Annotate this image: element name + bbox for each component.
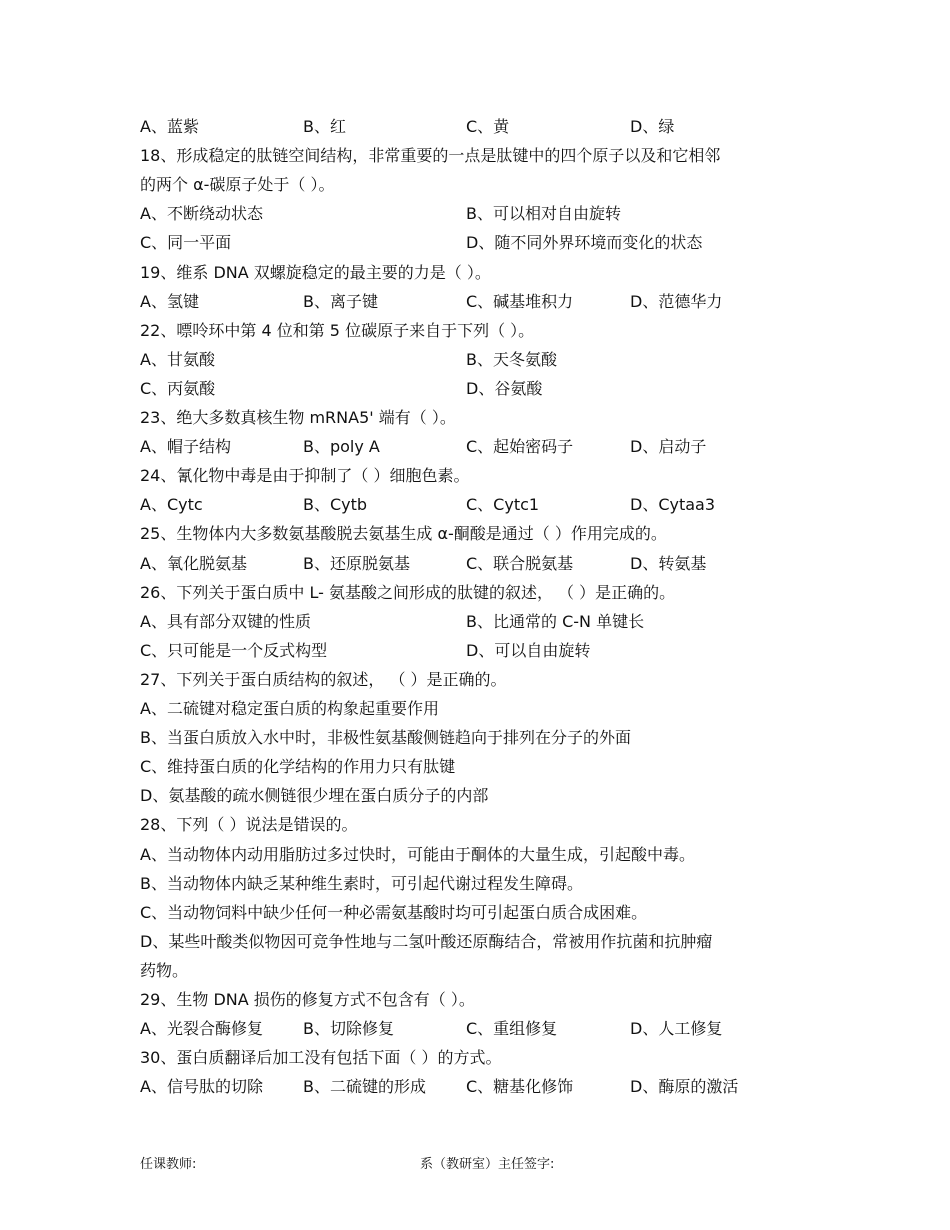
question-text: B、当蛋白质放入水中时，非极性氨基酸侧链趋向于排列在分子的外面 xyxy=(140,728,631,747)
question-text: D、某些叶酸类似物因可竞争性地与二氢叶酸还原酶结合，常被用作抗菌和抗肿瘤 xyxy=(140,932,713,951)
option-c: C、Cytc1 xyxy=(466,495,540,514)
option-b: D、谷氨酸 xyxy=(466,379,543,398)
question-text: B、当动物体内缺乏某种维生素时，可引起代谢过程发生障碍。 xyxy=(140,874,583,893)
question-text: 26、下列关于蛋白质中 L- 氨基酸之间形成的肽键的叙述， （ ）是正确的。 xyxy=(140,583,676,602)
option-c: C、重组修复 xyxy=(466,1019,558,1038)
option-d: D、启动子 xyxy=(630,437,707,456)
option-c: C、联合脱氨基 xyxy=(466,554,574,573)
option-a: A、不断绕动状态 xyxy=(140,204,263,223)
question-text: C、当动物饲料中缺少任何一种必需氨基酸时均可引起蛋白质合成困难。 xyxy=(140,903,648,922)
question-text: 24、氰化物中毒是由于抑制了（ ）细胞色素。 xyxy=(140,466,470,485)
question-text: 22、嘌呤环中第 4 位和第 5 位碳原子来自于下列（ ）。 xyxy=(140,321,535,340)
option-a: A、Cytc xyxy=(140,495,203,514)
teacher-signature-label: 任课教师: xyxy=(140,1157,197,1172)
option-d: D、绿 xyxy=(630,117,675,136)
option-b: B、Cytb xyxy=(303,495,368,514)
option-a: A、甘氨酸 xyxy=(140,350,215,369)
option-c: C、黄 xyxy=(466,117,510,136)
question-text: D、氨基酸的疏水侧链很少埋在蛋白质分子的内部 xyxy=(140,786,489,805)
question-text: 29、生物 DNA 损伤的修复方式不包含有（ ）。 xyxy=(140,990,475,1009)
question-text: A、当动物体内动用脂肪过多过快时，可能由于酮体的大量生成，引起酸中毒。 xyxy=(140,845,695,864)
option-b: B、二硫键的形成 xyxy=(303,1077,426,1096)
option-a: A、帽子结构 xyxy=(140,437,231,456)
option-a: A、氢键 xyxy=(140,292,199,311)
option-b: B、红 xyxy=(303,117,346,136)
option-b: B、可以相对自由旋转 xyxy=(466,204,621,223)
option-c: C、糖基化修饰 xyxy=(466,1077,574,1096)
option-d: D、酶原的激活 xyxy=(630,1077,739,1096)
option-a: A、光裂合酶修复 xyxy=(140,1019,263,1038)
option-d: D、范德华力 xyxy=(630,292,723,311)
question-text: 28、下列（ ）说法是错误的。 xyxy=(140,815,358,834)
option-b: B、poly A xyxy=(303,437,380,456)
question-text: 药物。 xyxy=(140,961,189,980)
question-text: 25、生物体内大多数氨基酸脱去氨基生成 α-酮酸是通过（ ）作用完成的。 xyxy=(140,524,667,543)
option-b: B、切除修复 xyxy=(303,1019,394,1038)
option-b: B、比通常的 C-N 单键长 xyxy=(466,612,645,631)
option-a: A、氧化脱氨基 xyxy=(140,554,247,573)
option-b: D、随不同外界环境而变化的状态 xyxy=(466,233,703,252)
question-text: 18、形成稳定的肽链空间结构，非常重要的一点是肽键中的四个原子以及和它相邻 xyxy=(140,146,721,165)
option-c: C、起始密码子 xyxy=(466,437,574,456)
option-d: D、Cytaa3 xyxy=(630,495,716,514)
director-signature-label: 系（教研室）主任签字: xyxy=(420,1157,555,1172)
option-a: A、蓝紫 xyxy=(140,117,199,136)
option-a: C、丙氨酸 xyxy=(140,379,216,398)
option-b: D、可以自由旋转 xyxy=(466,641,591,660)
option-a: A、具有部分双键的性质 xyxy=(140,612,311,631)
option-b: B、离子键 xyxy=(303,292,378,311)
option-b: B、还原脱氨基 xyxy=(303,554,410,573)
option-d: D、人工修复 xyxy=(630,1019,723,1038)
option-a: C、只可能是一个反式构型 xyxy=(140,641,328,660)
option-a: C、同一平面 xyxy=(140,233,232,252)
question-text: C、维持蛋白质的化学结构的作用力只有肽键 xyxy=(140,757,456,776)
question-text: 30、蛋白质翻译后加工没有包括下面（ ）的方式。 xyxy=(140,1048,502,1067)
question-text: A、二硫键对稳定蛋白质的构象起重要作用 xyxy=(140,699,439,718)
question-text: 19、维系 DNA 双螺旋稳定的最主要的力是（ ）。 xyxy=(140,263,491,282)
option-a: A、信号肽的切除 xyxy=(140,1077,263,1096)
option-d: D、转氨基 xyxy=(630,554,707,573)
question-text: 的两个 α-碳原子处于（ ）。 xyxy=(140,175,335,194)
option-b: B、天冬氨酸 xyxy=(466,350,557,369)
question-text: 27、下列关于蛋白质结构的叙述， （ ）是正确的。 xyxy=(140,670,507,689)
option-c: C、碱基堆积力 xyxy=(466,292,574,311)
question-text: 23、绝大多数真核生物 mRNA5' 端有（ ）。 xyxy=(140,408,456,427)
